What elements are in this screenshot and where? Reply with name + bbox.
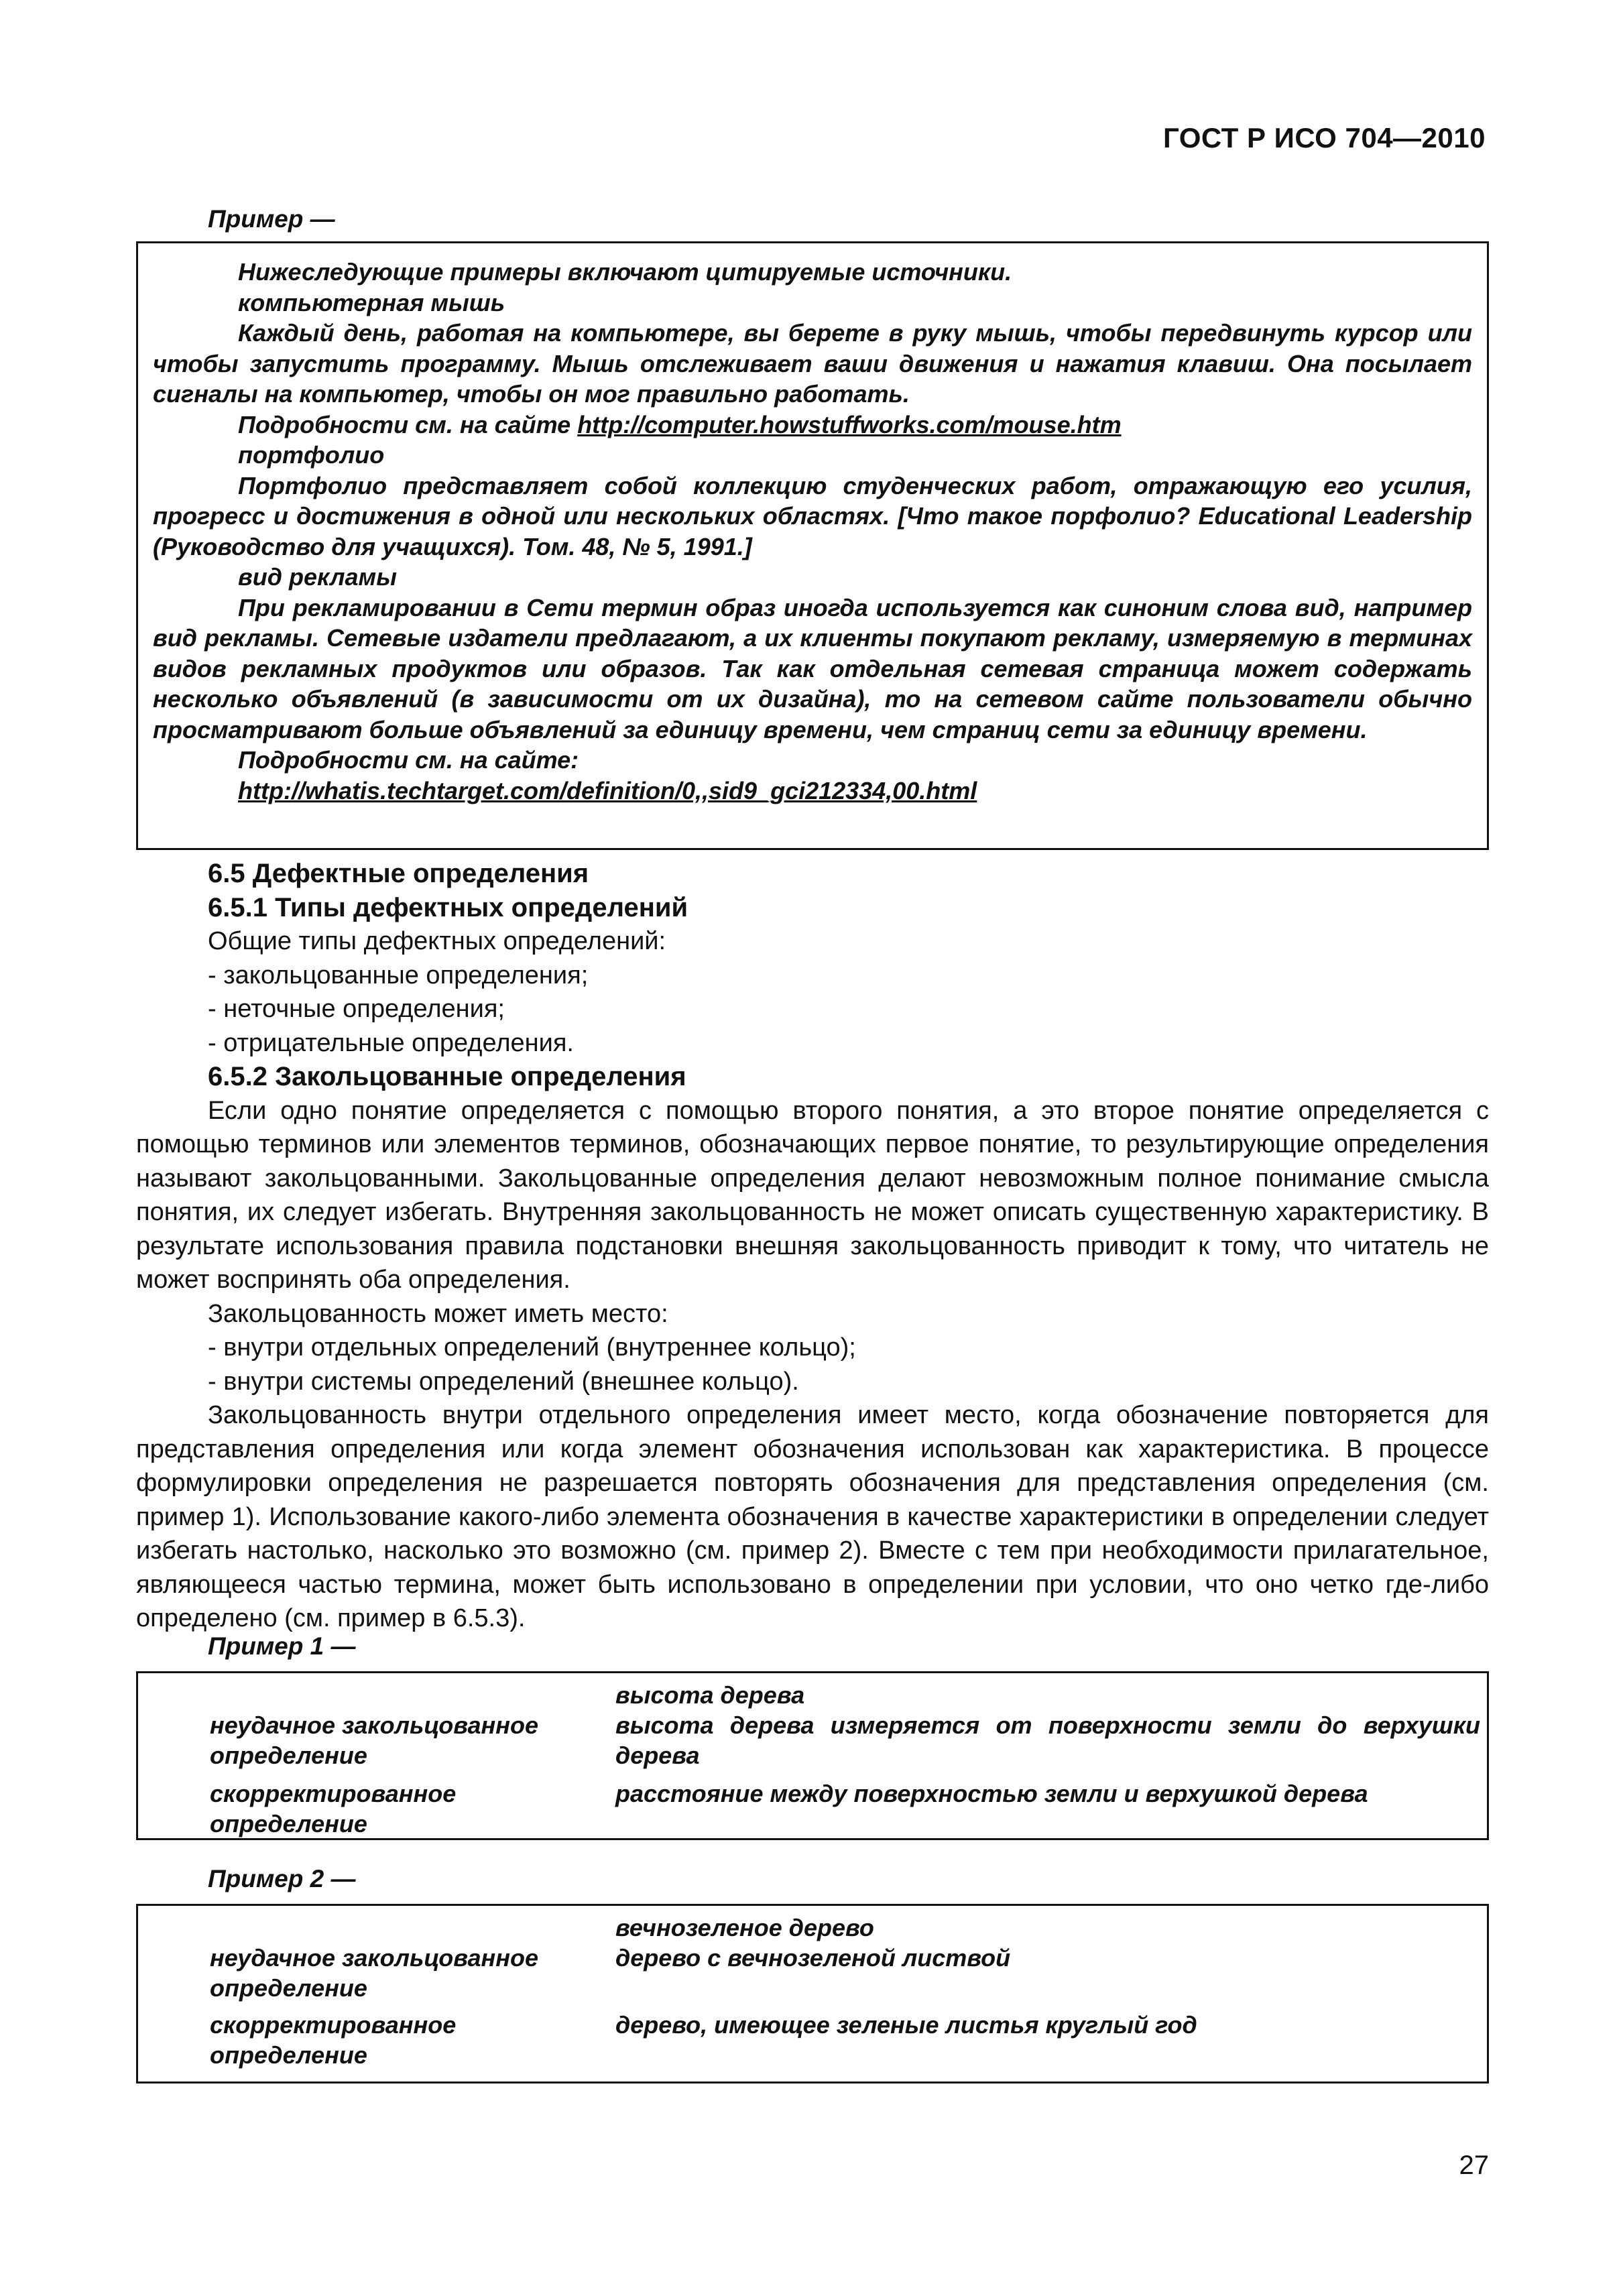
example-term-ad: вид рекламы <box>238 563 397 591</box>
example2-term: вечнозеленое дерево <box>615 1914 874 1941</box>
example-def-ad: При рекламировании в Сети термин образ иногда используется как синоним слова вид, например вид рекламы. Сетевые издатели предлагают, а их клиенты покупают рекламу, измеряемую в терминах видов рекламных продуктов или образов. Так как отдельная сетевая страница может содержать несколько объявлений (в зависимости от их дизайна), то на сетевом сайте пользователи обычно просматривают больше объявлений за единицу времени, чем страниц сети за единицу времени. <box>153 593 1472 743</box>
list-item: - внутри отдельных определений (внутреннее кольцо); <box>208 1333 856 1362</box>
example1-bad-def: высота дерева измеряется от поверхности земли до верхушки дерева <box>615 1711 1480 1769</box>
techtarget-link[interactable]: http://whatis.techtarget.com/definition/0,,sid9_gci212334,00.html <box>238 776 977 804</box>
document-header: ГОСТ Р ИСО 704—2010 <box>1162 122 1486 154</box>
list-item: - неточные определения; <box>208 995 505 1023</box>
example1-good-label: скорректированное определение <box>210 1780 457 1837</box>
example1-table <box>136 1671 1489 1840</box>
example2-label: Пример 2 — <box>208 1865 356 1892</box>
example-source-ad-label: Подробности см. на сайте: <box>238 746 579 774</box>
example-def-mouse: Каждый день, работая на компьютере, вы берете в руку мышь, чтобы передвинуть курсор или чтобы запустить программу. Мышь отслеживает ваши движения и нажатия клавиш. Она посылает сигналы на компьютер, чтобы он мог правильно работать. <box>153 319 1472 408</box>
heading-6-5-1: 6.5.1 Типы дефектных определений <box>208 892 688 922</box>
list-item: - закольцованные определения; <box>208 961 589 989</box>
example1-term: высота дерева <box>615 1681 805 1709</box>
example1-bad-label: неудачное закольцованное определение <box>210 1711 539 1769</box>
example2-table <box>136 1904 1489 2083</box>
example-source-mouse <box>153 410 1472 440</box>
example-box <box>136 241 1489 850</box>
example2-bad-label: неудачное закольцованное определение <box>210 1944 539 2002</box>
mouse-link[interactable]: http://computer.howstuffworks.com/mouse.htm <box>577 410 1122 438</box>
list-item: - внутри системы определений (внешнее кольцо). <box>208 1367 799 1396</box>
paragraph-2: Закольцованность может иметь место: <box>208 1299 668 1328</box>
list-item: - отрицательные определения. <box>208 1028 574 1057</box>
example2-good-label: скорректированное определение <box>210 2011 457 2069</box>
example2-good-def: дерево, имеющее зеленые листья круглый год <box>615 2011 1197 2039</box>
example-intro: Нижеследующие примеры включают цитируемые источники. <box>238 258 1012 286</box>
example-term-portfolio: портфолио <box>238 441 385 469</box>
example-term-mouse: компьютерная мышь <box>238 288 505 316</box>
types-intro: Общие типы дефектных определений: <box>208 927 666 955</box>
example1-label: Пример 1 — <box>208 1632 356 1660</box>
heading-6-5: 6.5 Дефектные определения <box>208 859 589 888</box>
page-number: 27 <box>1459 2151 1489 2180</box>
paragraph-1: Если одно понятие определяется с помощью второго понятия, а это второе понятие определяется с помощью терминов или элементов терминов, обозначающих первое понятие, то результирующие определения называют закольцованными. Закольцованные определения делают невозможным полное понимание смысла понятия, их следует избегать. Внутренняя закольцованность не может описать существенную характеристику. В результате использования правила подстановки внешняя закольцованность приводит к тому, что читатель не может воспринять оба определения. <box>136 1096 1489 1294</box>
section-body <box>136 857 1489 1636</box>
example2-bad-def: дерево с вечнозеленой листвой <box>615 1944 1011 1972</box>
example-source-ad <box>153 776 1472 806</box>
example-def-portfolio: Портфолио представляет собой коллекцию студенческих работ, отражающую его усилия, прогресс и достижения в одной или нескольких областях. [Что такое порфолио? Educational Leadership (Руководство для учащихся). Том. 48, № 5, 1991.] <box>153 471 1472 560</box>
paragraph-3: Закольцованность внутри отдельного определения имеет место, когда обозначение повторяется для представления определения или когда элемент обозначения использован как характеристика. В процессе формулировки определения не разрешается повторять обозначения для представления определения (см. пример 1). Использование какого-либо элемента обозначения в качестве характеристики в определении следует избегать настолько, насколько это возможно (см. пример 2). Вместе с тем при необходимости прилагательное, являющееся частью термина, может быть использовано в определении при условии, что оно четко где-либо определено (см. пример в 6.5.3). <box>136 1401 1489 1632</box>
heading-6-5-2: 6.5.2 Закольцованные определения <box>208 1062 686 1091</box>
source-prefix: Подробности см. на сайте <box>238 410 578 438</box>
example1-good-def: расстояние между поверхностью земли и верхушкой дерева <box>615 1780 1368 1807</box>
example-label: Пример — <box>208 205 335 233</box>
